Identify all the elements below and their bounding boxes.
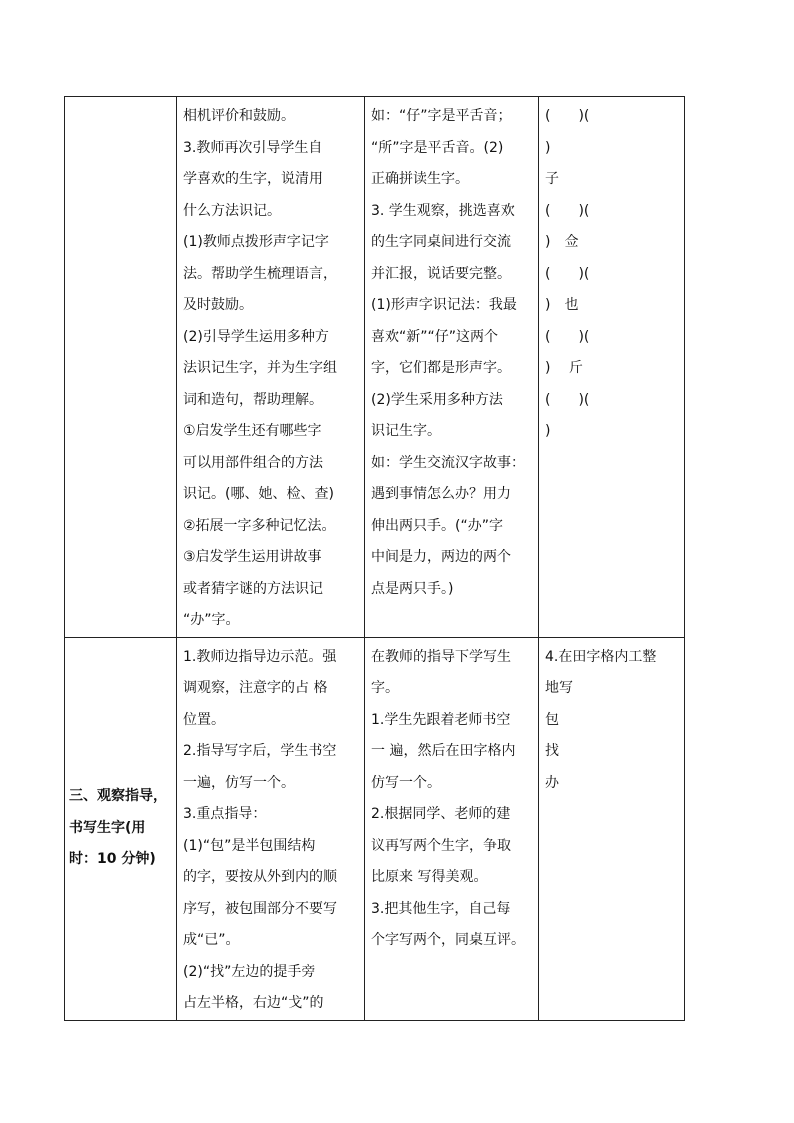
student-activity-cell bbox=[365, 97, 539, 638]
text-line: “办”字。 bbox=[183, 612, 240, 628]
text-line: “所”字是平舌音。(2) bbox=[371, 139, 504, 156]
teacher-activity-cell bbox=[177, 637, 365, 1020]
text-line: 并汇报，说话要完整。 bbox=[371, 265, 511, 282]
text-line: 找 bbox=[545, 743, 559, 759]
text-line: 中间是力，两边的两个 bbox=[371, 549, 511, 565]
text-line: (1)“包”是半包围结构 bbox=[183, 837, 316, 854]
text-line: 3.教师再次引导学生自 bbox=[183, 139, 323, 156]
text-line: 4.在田字格内工整 bbox=[545, 648, 657, 665]
text-line: 仿写一个。 bbox=[371, 774, 441, 791]
text-line: (1)教师点拨形声字记字 bbox=[183, 234, 329, 250]
text-line: 的生字同桌间进行交流 bbox=[371, 234, 511, 250]
teacher-activity-cell bbox=[177, 97, 365, 638]
text-line: 调观察，注意字的占 格 bbox=[183, 680, 328, 696]
text-line: ) 佥 bbox=[545, 234, 579, 250]
text-line: ( )( bbox=[545, 108, 590, 124]
text-line: 法识记生字，并为生字组 bbox=[183, 360, 337, 376]
text-line: 位置。 bbox=[183, 711, 225, 728]
text-line: 子 bbox=[545, 171, 559, 187]
lesson-plan-table bbox=[64, 96, 685, 1021]
table-row bbox=[65, 637, 685, 1020]
text-line: 的字，要按从外到内的顺 bbox=[183, 869, 337, 885]
text-line: (1)形声字识记法：我最 bbox=[371, 297, 517, 313]
text-line: 字，它们都是形声字。 bbox=[371, 360, 511, 376]
text-line: 占左半格，右边“戈”的 bbox=[183, 995, 324, 1011]
text-line: 一遍，仿写一个。 bbox=[183, 774, 295, 791]
text-line: ) 斤 bbox=[545, 360, 583, 376]
text-line: ( )( bbox=[545, 391, 590, 408]
text-line: 遇到事情怎么办？用力 bbox=[371, 486, 511, 502]
text-line: 学喜欢的生字，说清用 bbox=[183, 171, 323, 187]
text-line: 或者猜字谜的方法识记 bbox=[183, 580, 323, 597]
text-line: ③启发学生运用讲故事 bbox=[183, 549, 322, 565]
text-line: 书写生字(用 bbox=[69, 819, 146, 836]
text-line: ②拓展一字多种记忆法。 bbox=[183, 517, 336, 534]
text-line: ( )( bbox=[545, 202, 590, 219]
text-line: 3. 学生观察，挑选喜欢 bbox=[371, 202, 515, 219]
text-line: ( )( bbox=[545, 328, 590, 345]
text-line: 个字写两个，同桌互评。 bbox=[371, 932, 525, 948]
text-line: (2)引导学生运用多种方 bbox=[183, 328, 329, 345]
student-activity-cell bbox=[365, 637, 539, 1020]
text-line: 正确拼读生字。 bbox=[371, 171, 469, 187]
table-row bbox=[65, 97, 685, 638]
text-line: 2.指导写字后，学生书空 bbox=[183, 743, 337, 759]
text-line: 一 遍，然后在田字格内 bbox=[371, 743, 516, 759]
stage-cell bbox=[65, 97, 177, 638]
text-line: 识记生字。 bbox=[371, 423, 441, 439]
notes-cell bbox=[539, 637, 685, 1020]
text-line: 在教师的指导下学写生 bbox=[371, 648, 511, 665]
text-line: 点是两只手。) bbox=[371, 580, 454, 597]
text-line: 地写 bbox=[545, 680, 573, 696]
text-line: 比原来 写得美观。 bbox=[371, 869, 488, 885]
text-line: 识记。(哪、她、检、查) bbox=[183, 486, 334, 502]
text-line: 成“已”。 bbox=[183, 932, 240, 948]
text-line: 及时鼓励。 bbox=[183, 297, 253, 313]
text-line: ) bbox=[545, 139, 551, 156]
text-line: (2)“找”左边的提手旁 bbox=[183, 963, 316, 980]
text-line: ①启发学生还有哪些字 bbox=[183, 423, 322, 439]
text-line: 法。帮助学生梳理语言， bbox=[183, 265, 337, 282]
text-line: ) 也 bbox=[545, 297, 579, 313]
text-line: ) bbox=[545, 423, 551, 439]
text-line: 议再写两个生字，争取 bbox=[371, 837, 511, 854]
text-line: 词和造句，帮助理解。 bbox=[183, 391, 323, 408]
text-line: 如：“仔”字是平舌音； bbox=[371, 108, 512, 124]
text-line: 2.根据同学、老师的建 bbox=[371, 806, 511, 822]
text-line: 序写，被包围部分不要写 bbox=[183, 900, 337, 917]
text-line: 如：学生交流汉字故事： bbox=[371, 454, 525, 471]
text-line: 字。 bbox=[371, 680, 399, 696]
text-line: 三、观察指导， bbox=[69, 788, 167, 805]
text-line: 可以用部件组合的方法 bbox=[183, 454, 323, 471]
text-line: 包 bbox=[545, 711, 559, 728]
text-line: 1.教师边指导边示范。强 bbox=[183, 648, 337, 665]
text-line: (2)学生采用多种方法 bbox=[371, 391, 503, 408]
text-line: 伸出两只手。(“办”字 bbox=[371, 517, 503, 534]
text-line: 3.把其他生字，自己每 bbox=[371, 900, 511, 917]
text-line: 1.学生先跟着老师书空 bbox=[371, 711, 511, 728]
stage-cell bbox=[65, 637, 177, 1020]
text-line: 喜欢“新”“仔”这两个 bbox=[371, 328, 499, 345]
text-line: 相机评价和鼓励。 bbox=[183, 108, 295, 124]
text-line: ( )( bbox=[545, 265, 590, 282]
text-line: 时：10 分钟) bbox=[69, 851, 156, 868]
text-line: 办 bbox=[545, 774, 559, 791]
text-line: 什么方法识记。 bbox=[183, 202, 281, 219]
notes-cell bbox=[539, 97, 685, 638]
text-line: 3.重点指导： bbox=[183, 806, 267, 822]
